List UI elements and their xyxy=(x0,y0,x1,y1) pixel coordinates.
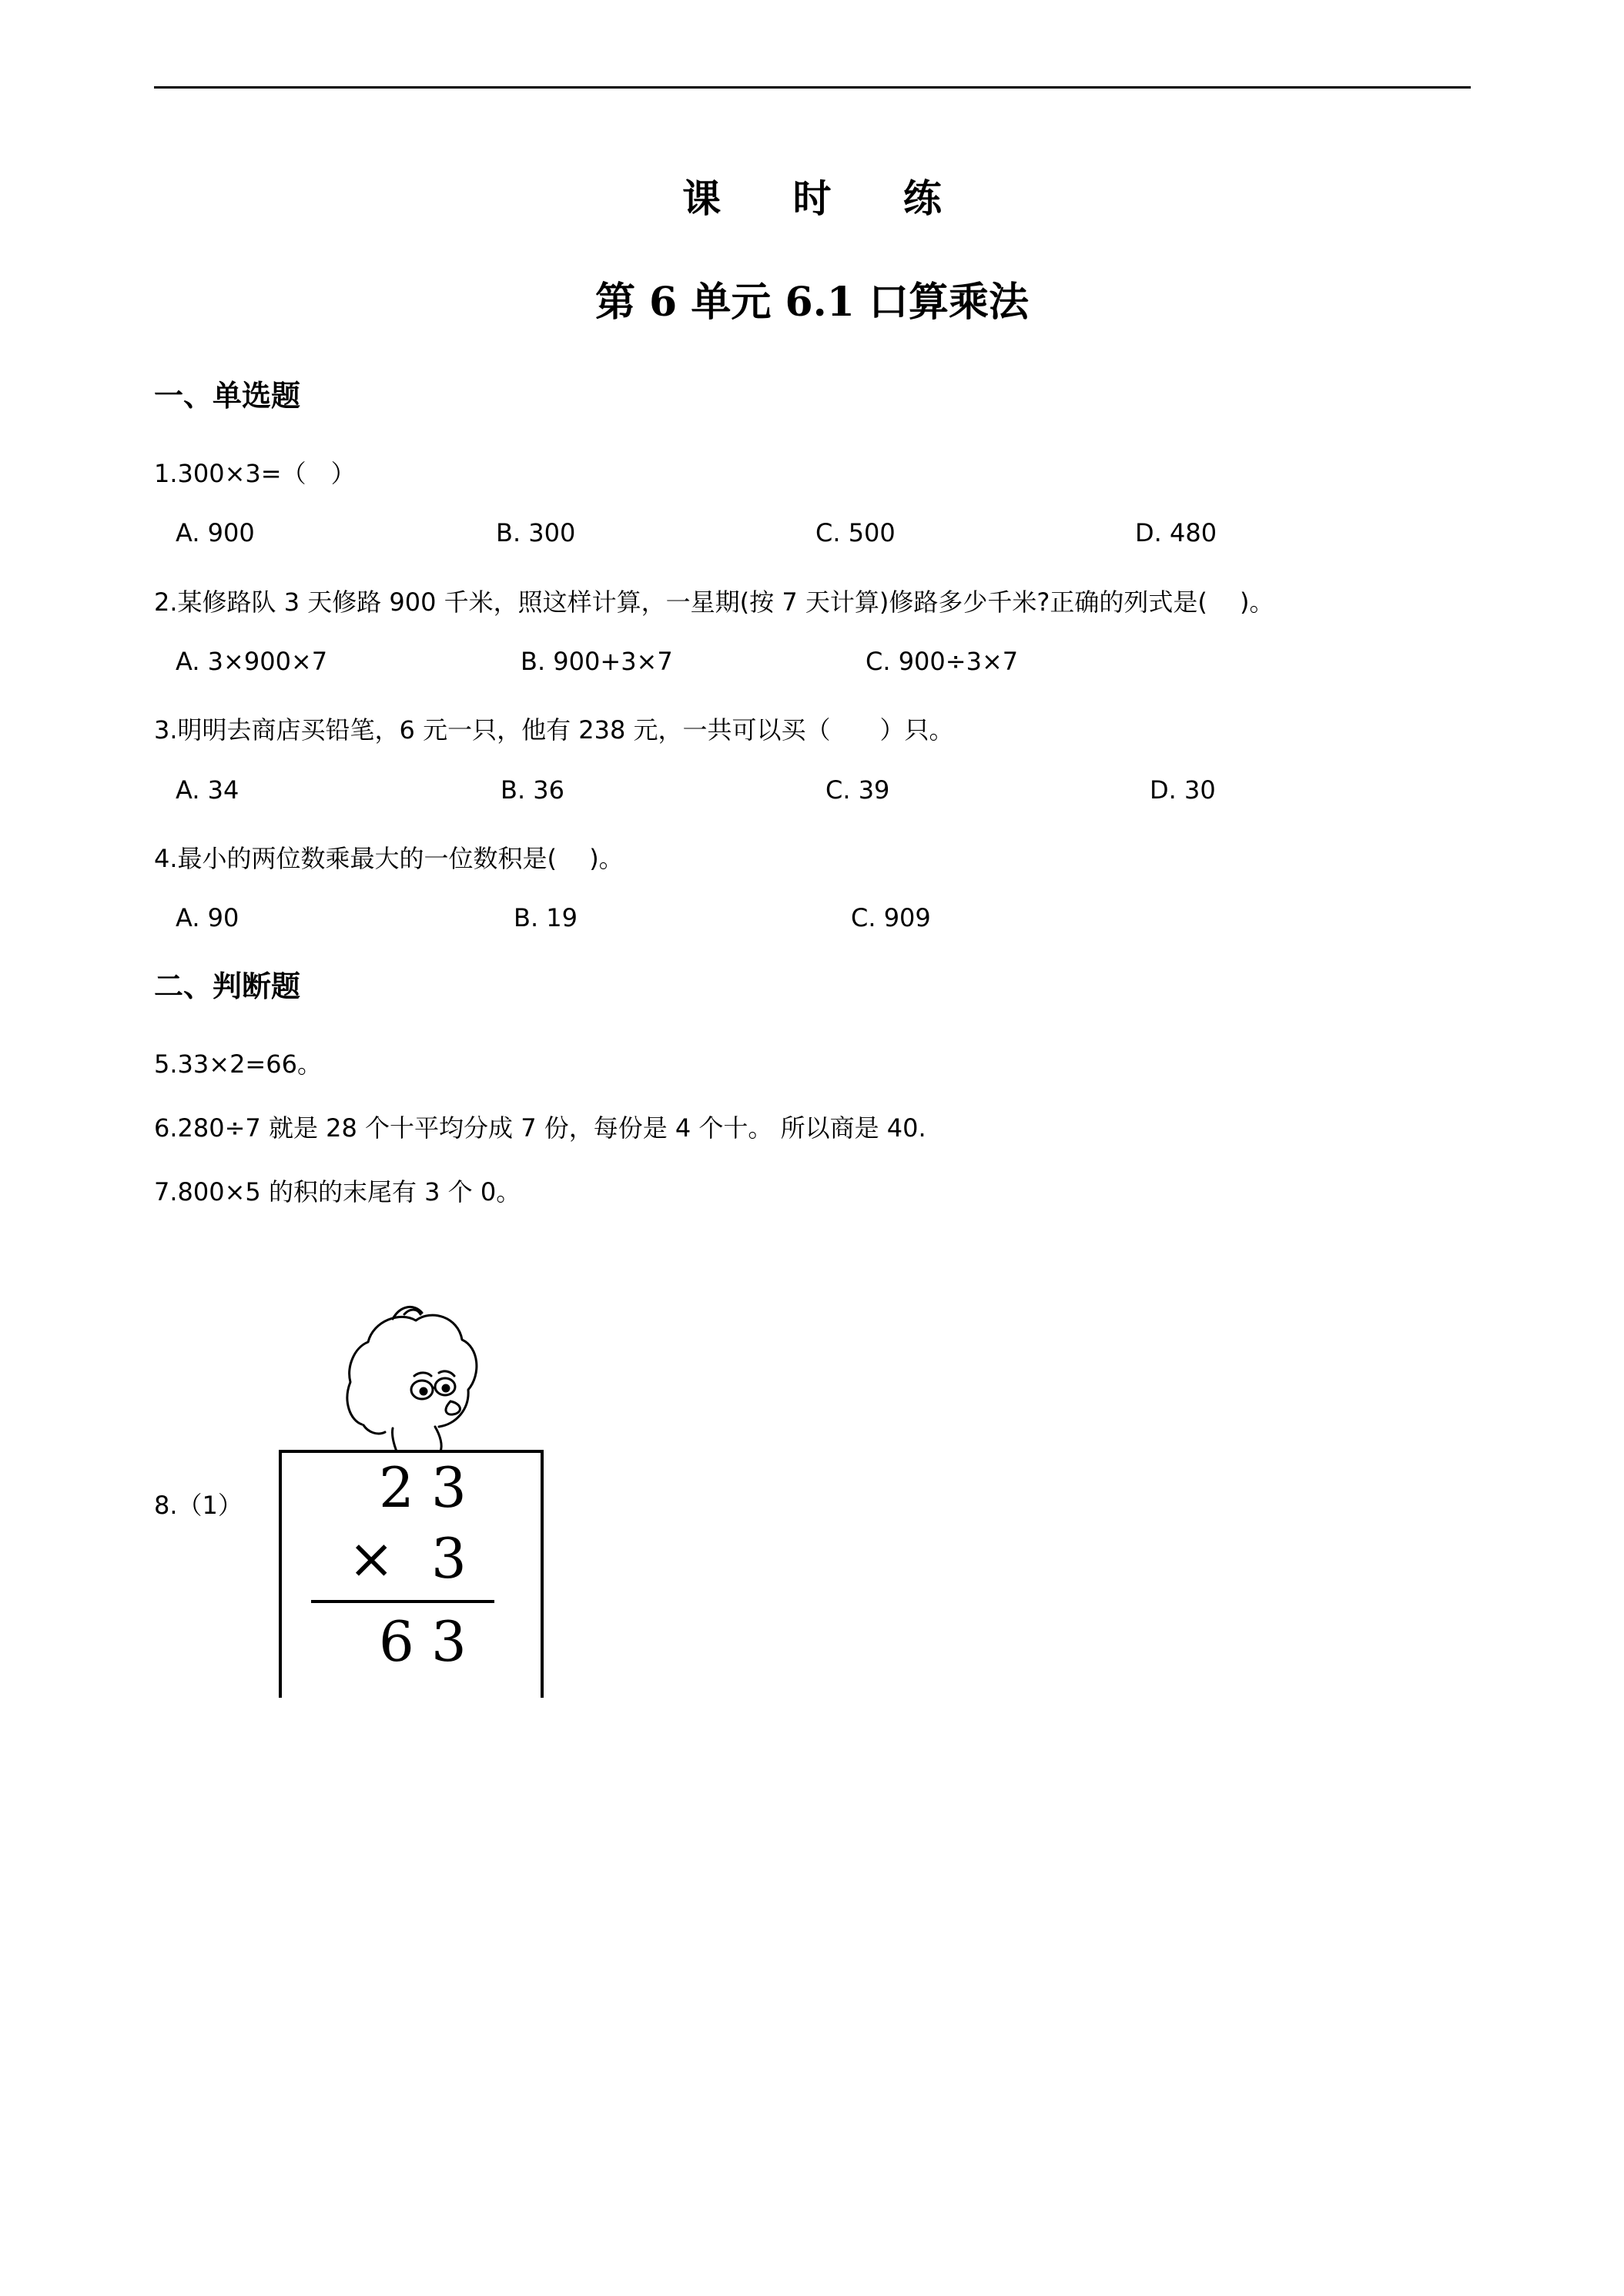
section-heading-true-false: 二、判断题 xyxy=(154,969,301,1003)
q3-option-b[interactable]: B. 36 xyxy=(501,775,565,805)
multiplication-figure xyxy=(277,1274,554,1698)
product-tens: 6 xyxy=(379,1609,414,1674)
page-title: 课 时 练 xyxy=(682,176,971,221)
header-rule xyxy=(154,86,1471,89)
product-ones: 3 xyxy=(431,1609,467,1674)
question-4: 4.最小的两位数乘最大的一位数积是( )。 xyxy=(154,844,624,873)
section-heading-single-choice: 一、单选题 xyxy=(154,379,301,413)
q1-option-d[interactable]: D. 480 xyxy=(1135,518,1217,547)
q1-option-c[interactable]: C. 500 xyxy=(815,518,896,547)
multiplier: 3 xyxy=(431,1526,467,1591)
multiplicand-ones: 3 xyxy=(431,1455,467,1520)
q4-option-a[interactable]: A. 90 xyxy=(176,903,239,932)
q2-option-a[interactable]: A. 3×900×7 xyxy=(176,647,328,676)
multiply-operator: × xyxy=(348,1526,395,1591)
q4-option-c[interactable]: C. 909 xyxy=(851,903,931,932)
question-2: 2.某修路队 3 天修路 900 千米，照这样计算，一星期(按 7 天计算)修路多少千米?正确的列式是( )。 xyxy=(154,587,1274,617)
q3-option-a[interactable]: A. 34 xyxy=(176,775,239,805)
question-7: 7.800×5 的积的末尾有 3 个 0。 xyxy=(154,1177,521,1207)
q2-option-c[interactable]: C. 900÷3×7 xyxy=(866,647,1019,676)
question-5: 5.33×2=66。 xyxy=(154,1049,322,1079)
q3-option-c[interactable]: C. 39 xyxy=(825,775,890,805)
page-subtitle: 第 6 单元 6.1 口算乘法 xyxy=(594,279,1030,326)
multiplicand-tens: 2 xyxy=(379,1455,414,1520)
q1-option-a[interactable]: A. 900 xyxy=(176,518,255,547)
cartoon-character-icon xyxy=(347,1307,477,1451)
question-3: 3.明明去商店买铅笔，6 元一只，他有 238 元，一共可以买（ ）只。 xyxy=(154,715,954,745)
q3-option-d[interactable]: D. 30 xyxy=(1150,775,1216,805)
question-1: 1.300×3=（ ） xyxy=(154,459,356,488)
question-6: 6.280÷7 就是 28 个十平均分成 7 份，每份是 4 个十。 所以商是 40. xyxy=(154,1113,926,1143)
question-8: 8.（1） xyxy=(154,1491,243,1520)
q4-option-b[interactable]: B. 19 xyxy=(514,903,578,932)
q2-option-b[interactable]: B. 900+3×7 xyxy=(521,647,673,676)
q1-option-b[interactable]: B. 300 xyxy=(496,518,576,547)
